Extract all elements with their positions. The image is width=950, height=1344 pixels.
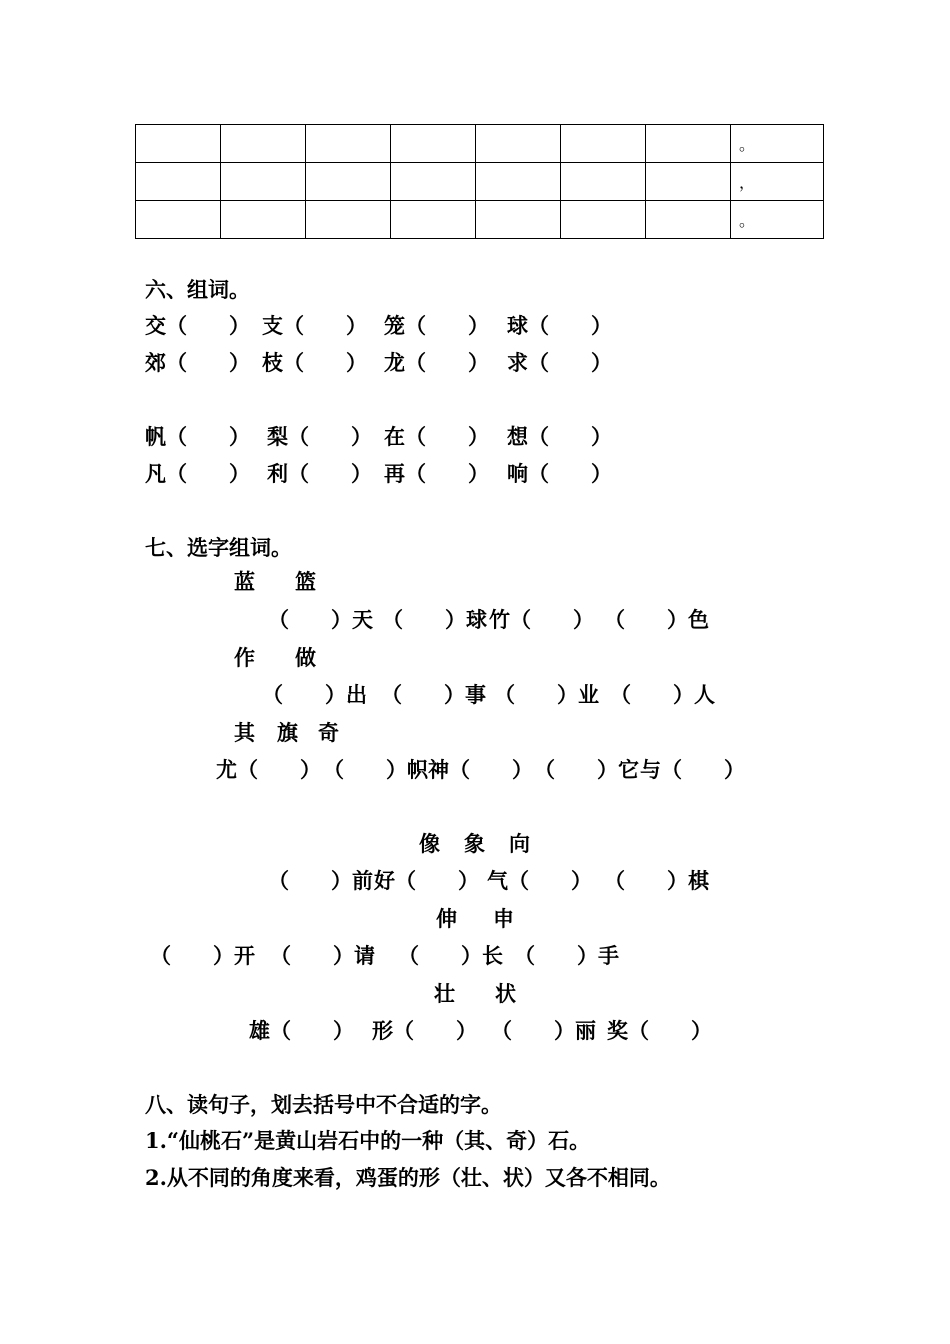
grid-cell[interactable]: 。 xyxy=(731,125,824,163)
word-item: 凡（ ） xyxy=(145,461,250,486)
choice-char: 篮 xyxy=(295,569,316,594)
grid-cell[interactable] xyxy=(561,163,646,201)
word-item: （ ）开 xyxy=(150,943,255,968)
word-item: （ ）棋 xyxy=(604,868,709,893)
word-item: 梨（ ） xyxy=(267,424,372,449)
choice-char: 向 xyxy=(509,831,530,856)
word-item: （ ）色 xyxy=(604,607,709,632)
grid-cell[interactable] xyxy=(306,163,391,201)
word-item: 求（ ） xyxy=(507,350,612,375)
word-item: （ ）手 xyxy=(514,943,619,968)
word-item: 笼（ ） xyxy=(384,313,489,338)
word-item: 帆（ ） xyxy=(145,424,250,449)
word-item: （ ）业 xyxy=(494,682,599,707)
grid-cell[interactable] xyxy=(221,201,306,239)
word-item: 想（ ） xyxy=(507,424,612,449)
grid-cell[interactable]: ， xyxy=(731,163,824,201)
word-item: 支（ ） xyxy=(262,313,367,338)
grid-cell[interactable] xyxy=(306,125,391,163)
grid-cell[interactable] xyxy=(476,125,561,163)
grid-cell[interactable] xyxy=(646,163,731,201)
grid-cell[interactable] xyxy=(306,201,391,239)
word-item: 好（ ） xyxy=(374,868,479,893)
choice-char: 其 xyxy=(234,720,255,745)
word-item: （ ）出 xyxy=(262,682,367,707)
word-item: （ ）长 xyxy=(398,943,503,968)
choice-char: 奇 xyxy=(318,720,339,745)
choice-char: 做 xyxy=(295,645,316,670)
word-item: 形（ ） xyxy=(372,1018,477,1043)
grid-cell[interactable] xyxy=(136,201,221,239)
grid-cell[interactable] xyxy=(391,163,476,201)
section-six-title: 六、组词。 xyxy=(145,277,250,302)
choice-char: 蓝 xyxy=(234,569,255,594)
word-item: 与（ ） xyxy=(640,757,745,782)
word-item: 球（ ） xyxy=(507,313,612,338)
writing-grid xyxy=(135,124,824,239)
grid-cell[interactable] xyxy=(136,125,221,163)
word-item: （ ）丽 xyxy=(491,1018,596,1043)
grid-cell[interactable] xyxy=(476,201,561,239)
grid-cell[interactable] xyxy=(646,125,731,163)
choice-char: 旗 xyxy=(277,720,298,745)
grid-cell[interactable] xyxy=(136,163,221,201)
word-item: 郊（ ） xyxy=(145,350,250,375)
grid-cell[interactable] xyxy=(561,125,646,163)
word-item: 枝（ ） xyxy=(262,350,367,375)
word-item: （ ）事 xyxy=(381,682,486,707)
word-item: （ ）人 xyxy=(610,682,715,707)
grid-cell[interactable] xyxy=(391,125,476,163)
choice-char: 壮 xyxy=(434,981,455,1006)
grid-cell[interactable] xyxy=(221,163,306,201)
word-item: 奖（ ） xyxy=(607,1018,712,1043)
table-row xyxy=(136,125,824,163)
choice-char: 状 xyxy=(495,981,516,1006)
section-eight-title: 八、读句子，划去括号中不合适的字。 xyxy=(145,1092,502,1117)
word-item: 响（ ） xyxy=(507,461,612,486)
word-item: （ ）请 xyxy=(270,943,375,968)
choice-char: 作 xyxy=(234,645,255,670)
grid-cell[interactable] xyxy=(221,125,306,163)
sentence-two: 2.从不同的角度来看，鸡蛋的形（壮、状）又各不相同。 xyxy=(145,1165,671,1190)
table-row xyxy=(136,201,824,239)
word-item: （ ）帜 xyxy=(323,757,428,782)
word-item: 再（ ） xyxy=(384,461,489,486)
word-item: （ ）前 xyxy=(268,868,373,893)
word-item: 利（ ） xyxy=(267,461,372,486)
choice-char: 像 xyxy=(419,831,440,856)
table-row xyxy=(136,163,824,201)
word-item: 在（ ） xyxy=(384,424,489,449)
word-item: 龙（ ） xyxy=(384,350,489,375)
word-item: 神（ ） xyxy=(428,757,533,782)
word-item: 竹（ ） xyxy=(489,607,594,632)
choice-char: 伸 xyxy=(436,906,457,931)
grid-cell[interactable] xyxy=(646,201,731,239)
grid-cell[interactable] xyxy=(476,163,561,201)
grid-cell[interactable] xyxy=(561,201,646,239)
grid-cell[interactable] xyxy=(391,201,476,239)
word-item: （ ）天 xyxy=(268,607,373,632)
word-item: 交（ ） xyxy=(145,313,250,338)
word-item: 气（ ） xyxy=(487,868,592,893)
section-seven-title: 七、选字组词。 xyxy=(145,535,292,560)
word-item: 雄（ ） xyxy=(249,1018,354,1043)
sentence-one: 1.“仙桃石”是黄山岩石中的一种（其、奇）石。 xyxy=(145,1128,591,1153)
choice-char: 申 xyxy=(493,906,514,931)
choice-char: 象 xyxy=(464,831,485,856)
word-item: （ ）球 xyxy=(382,607,487,632)
word-item: （ ）它 xyxy=(534,757,639,782)
word-item: 尤（ ） xyxy=(216,757,321,782)
grid-cell[interactable]: 。 xyxy=(731,201,824,239)
